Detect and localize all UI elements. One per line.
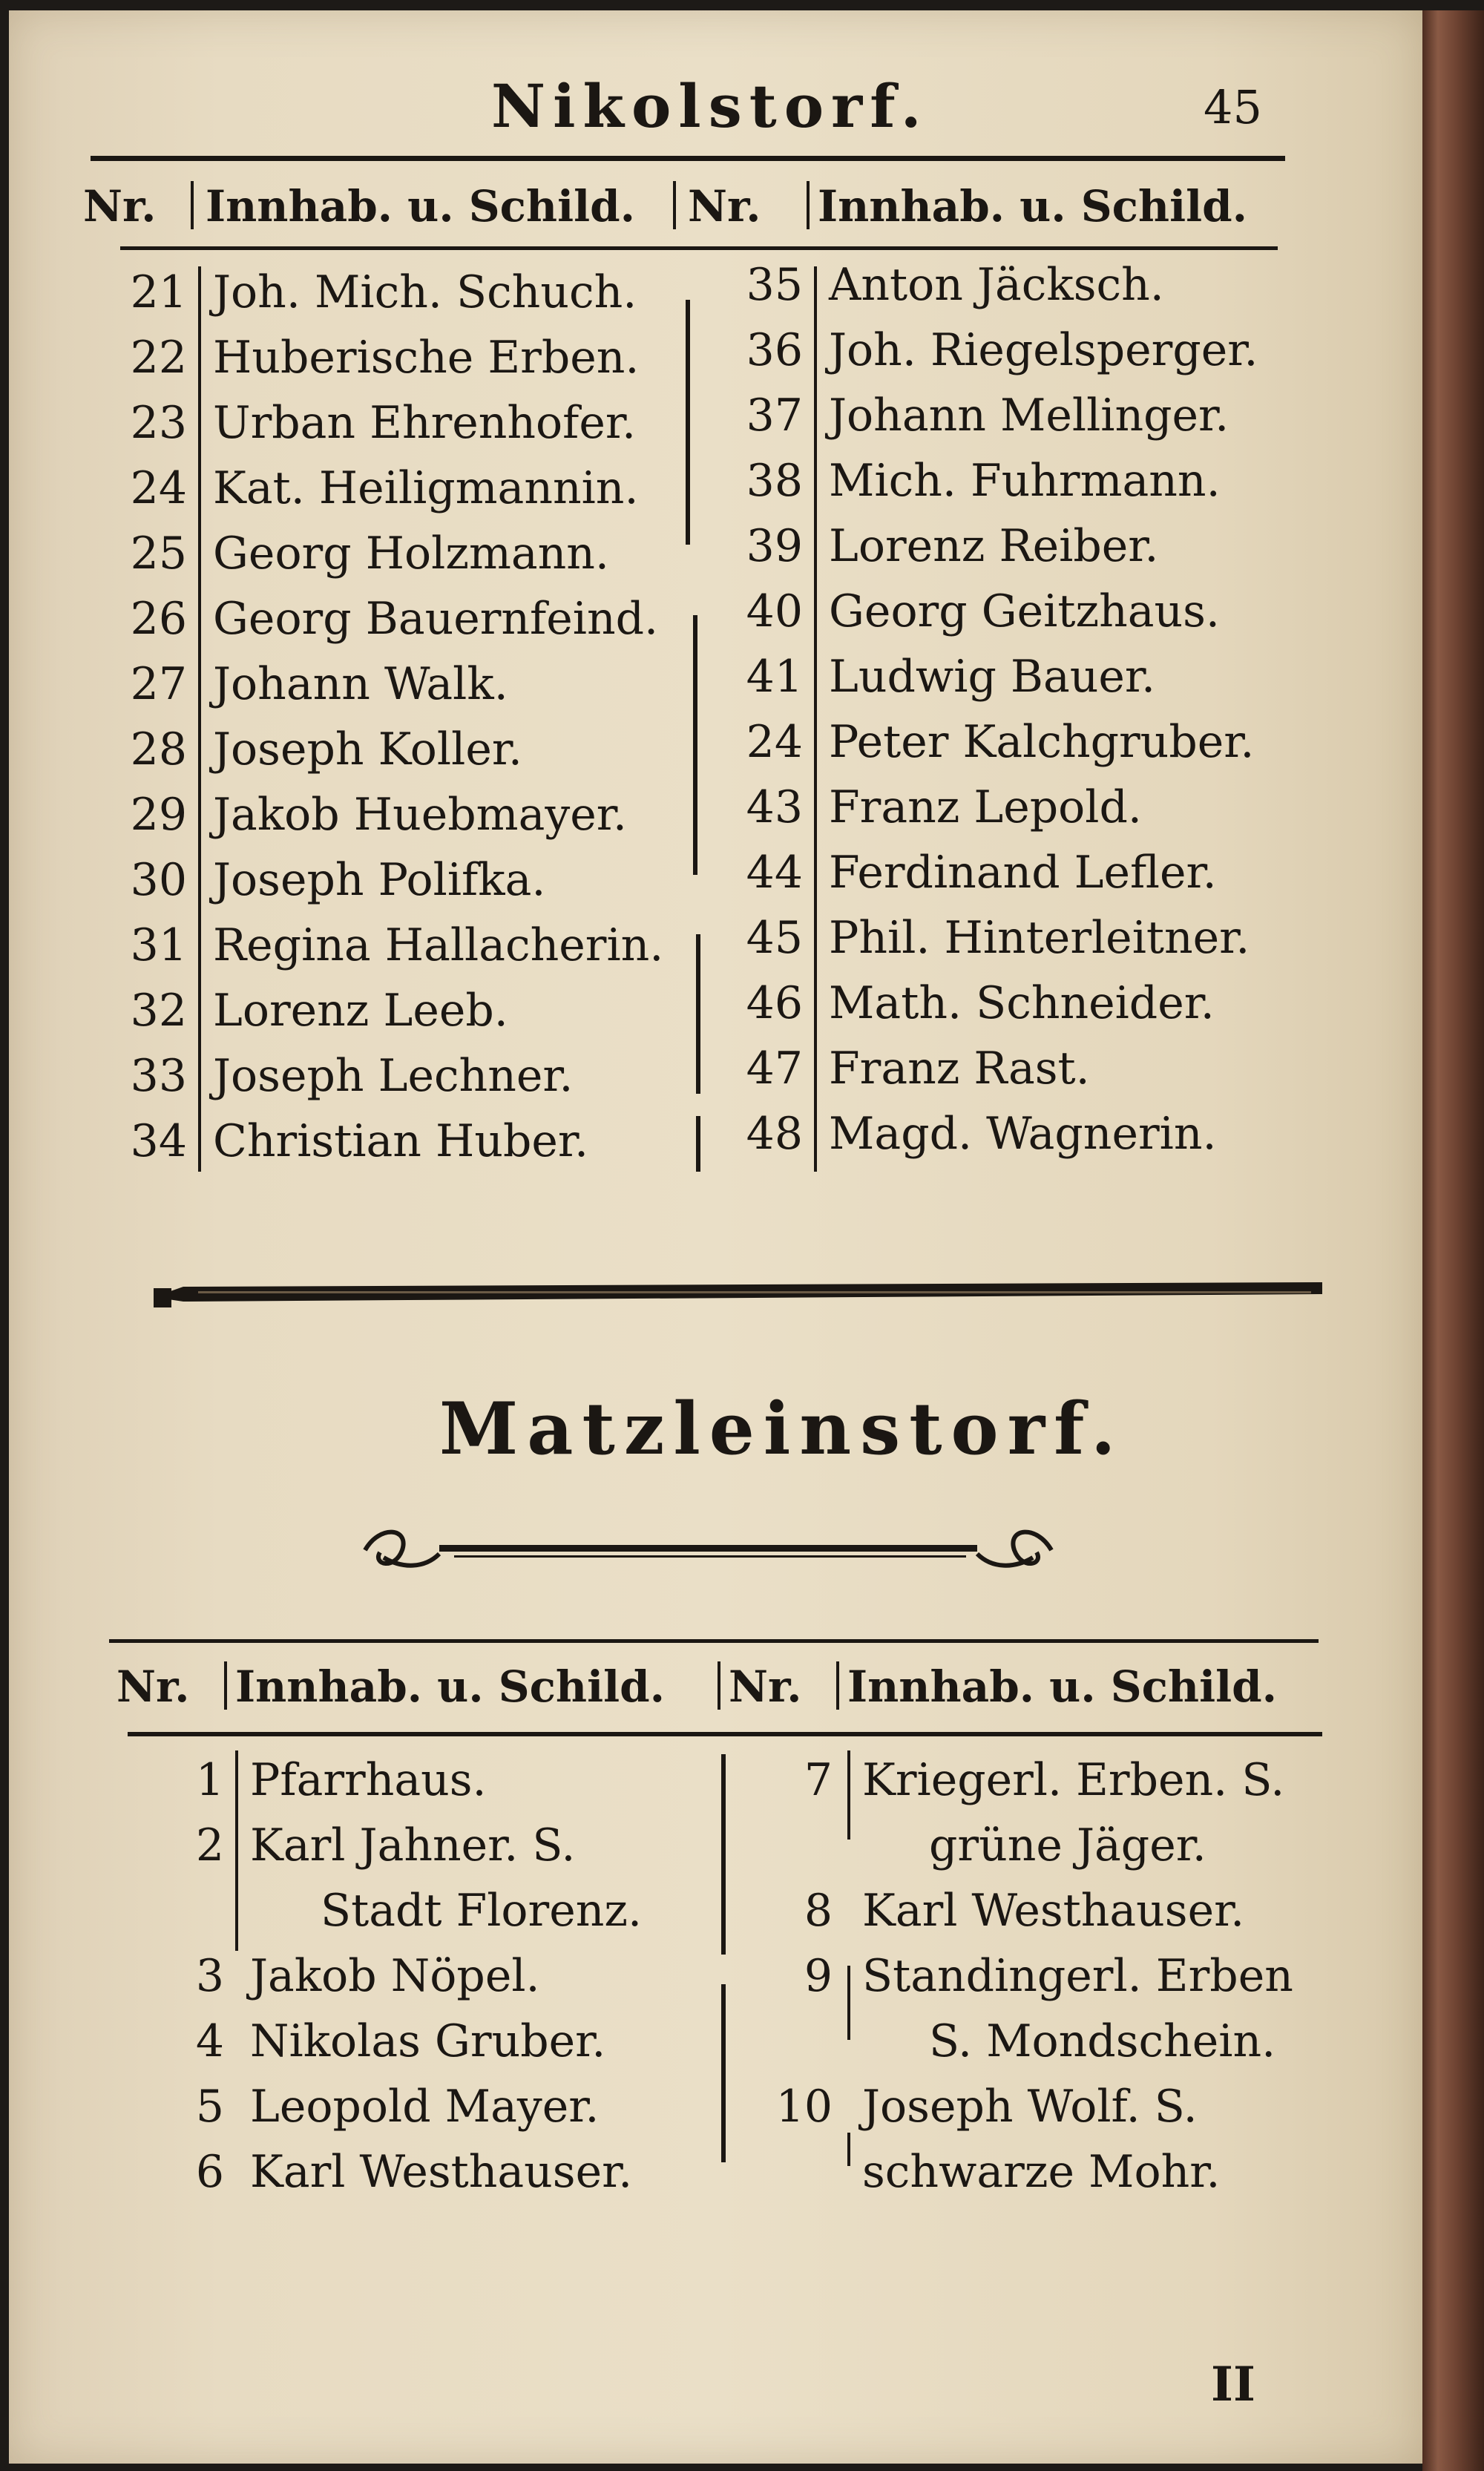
holder-name: Georg Geitzhaus. (829, 585, 1220, 637)
holder-name: Ferdinand Lefler. (829, 847, 1217, 899)
holder-name: Karl Westhauser. (862, 1885, 1245, 1937)
table-header-nr-2: Nr. (729, 1661, 802, 1712)
column-rule (721, 1984, 726, 2162)
table-header-nr: Nr. (83, 181, 157, 232)
column-rule (847, 1750, 850, 1840)
header-rule-top (91, 156, 1285, 161)
holder-name: Kat. Heiligmannin. (213, 462, 639, 514)
table-header-nr-2: Nr. (688, 181, 761, 232)
house-number: 10 (775, 2081, 833, 2133)
sign-name: Stadt Florenz. (321, 1885, 643, 1937)
column-rule (235, 1750, 238, 1951)
holder-name: Christian Huber. (213, 1115, 589, 1167)
house-number: 48 (746, 1108, 803, 1160)
holder-name: Magd. Wagnerin. (829, 1108, 1217, 1160)
book-page-edge (1422, 10, 1484, 2471)
header-rule-top (109, 1639, 1319, 1643)
house-number: 32 (130, 985, 187, 1037)
house-number: 22 (130, 332, 187, 384)
holder-name: Joh. Mich. Schuch. (213, 266, 637, 318)
table-header-holder: Innhab. u. Schild. (235, 1661, 665, 1712)
house-number: 26 (130, 593, 187, 645)
house-number: 24 (130, 462, 187, 514)
holder-name: Pfarrhaus. (250, 1754, 487, 1806)
holder-name: Lorenz Leeb. (213, 985, 508, 1037)
house-number: 4 (195, 2015, 224, 2067)
header-divider (224, 1661, 227, 1710)
sign-name: grüne Jäger. (929, 1819, 1206, 1871)
house-number: 43 (746, 781, 803, 833)
holder-name: Johann Mellinger. (829, 390, 1229, 442)
column-rule (696, 1116, 700, 1172)
house-number: 41 (746, 651, 803, 703)
holder-name: Urban Ehrenhofer. (213, 397, 637, 449)
holder-name: Nikolas Gruber. (250, 2015, 606, 2067)
holder-name: Johann Walk. (213, 658, 508, 710)
house-number: 2 (195, 1819, 224, 1871)
house-number: 34 (130, 1115, 187, 1167)
house-number: 30 (130, 854, 187, 906)
running-title: Nikolstorf. (491, 71, 929, 141)
house-number: 46 (746, 977, 803, 1029)
house-number: 28 (130, 723, 187, 775)
sign-name: S. Mondschein. (929, 2015, 1276, 2067)
house-number: 9 (804, 1950, 833, 2002)
holder-name: Joseph Koller. (213, 723, 522, 775)
book-page (9, 10, 1422, 2464)
holder-name: Leopold Mayer. (250, 2081, 600, 2133)
holder-name: Franz Rast. (829, 1043, 1090, 1095)
holder-name: Jakob Nöpel. (250, 1950, 540, 2002)
house-number: 24 (746, 716, 803, 768)
column-rule (693, 615, 697, 875)
holder-name: Joseph Lechner. (213, 1050, 574, 1102)
house-number: 3 (195, 1950, 224, 2002)
section-title: Matzleinstorf. (439, 1387, 1125, 1471)
house-number: 8 (804, 1885, 833, 1937)
holder-name: Joh. Riegelsperger. (829, 324, 1258, 376)
holder-name: Kriegerl. Erben. S. (862, 1754, 1285, 1806)
holder-name: Karl Jahner. S. (250, 1819, 576, 1871)
header-divider (807, 181, 810, 229)
holder-name: Phil. Hinterleitner. (829, 912, 1250, 964)
column-rule (847, 2133, 850, 2166)
holder-name: Franz Lepold. (829, 781, 1142, 833)
ornamental-divider (154, 1272, 1322, 1316)
holder-name: Ludwig Bauer. (829, 651, 1156, 703)
table-header-holder: Innhab. u. Schild. (206, 181, 635, 232)
header-divider (836, 1661, 839, 1710)
house-number: 44 (746, 847, 803, 899)
house-number: 21 (130, 266, 187, 318)
house-number: 23 (130, 397, 187, 449)
house-number: 33 (130, 1050, 187, 1102)
header-divider (673, 181, 676, 229)
house-number: 45 (746, 912, 803, 964)
holder-name: Georg Bauernfeind. (213, 593, 659, 645)
house-number: 47 (746, 1043, 803, 1095)
ornamental-flourish (358, 1517, 1059, 1584)
house-number: 29 (130, 789, 187, 841)
holder-name: Joseph Wolf. S. (862, 2081, 1198, 2133)
header-divider (191, 181, 194, 229)
holder-name: Anton Jäcksch. (829, 259, 1164, 311)
holder-name: Karl Westhauser. (250, 2146, 633, 2198)
signature-mark: II (1211, 2357, 1255, 2412)
holder-name: Standingerl. Erben (862, 1950, 1293, 2002)
house-number: 1 (195, 1754, 224, 1806)
house-number: 6 (195, 2146, 224, 2198)
column-rule (721, 1754, 726, 1955)
holder-name: Math. Schneider. (829, 977, 1215, 1029)
holder-name: Mich. Fuhrmann. (829, 455, 1221, 507)
header-divider (718, 1661, 720, 1710)
house-number: 7 (804, 1754, 833, 1806)
column-rule (686, 300, 690, 545)
holder-name: Lorenz Reiber. (829, 520, 1159, 572)
house-number: 27 (130, 658, 187, 710)
header-rule-bottom (128, 1732, 1322, 1736)
holder-name: Jakob Huebmayer. (213, 789, 627, 841)
house-number: 40 (746, 585, 803, 637)
house-number: 5 (195, 2081, 224, 2133)
house-number: 35 (746, 259, 803, 311)
house-number: 39 (746, 520, 803, 572)
column-rule (696, 934, 700, 1094)
column-rule (814, 266, 817, 1172)
table-header-holder-2: Innhab. u. Schild. (847, 1661, 1277, 1712)
house-number: 36 (746, 324, 803, 376)
column-rule (847, 1966, 850, 2040)
table-header-nr: Nr. (116, 1661, 190, 1712)
holder-name: Regina Hallacherin. (213, 919, 664, 971)
house-number: 25 (130, 528, 187, 580)
house-number: 38 (746, 455, 803, 507)
house-number: 37 (746, 390, 803, 442)
header-rule-bottom (120, 246, 1278, 250)
sign-name: schwarze Mohr. (862, 2146, 1221, 2198)
column-rule (198, 266, 201, 1172)
page-number: 45 (1204, 80, 1262, 134)
holder-name: Joseph Polifka. (213, 854, 546, 906)
holder-name: Georg Holzmann. (213, 528, 609, 580)
holder-name: Huberische Erben. (213, 332, 640, 384)
holder-name: Peter Kalchgruber. (829, 716, 1255, 768)
house-number: 31 (130, 919, 187, 971)
table-header-holder-2: Innhab. u. Schild. (818, 181, 1247, 232)
